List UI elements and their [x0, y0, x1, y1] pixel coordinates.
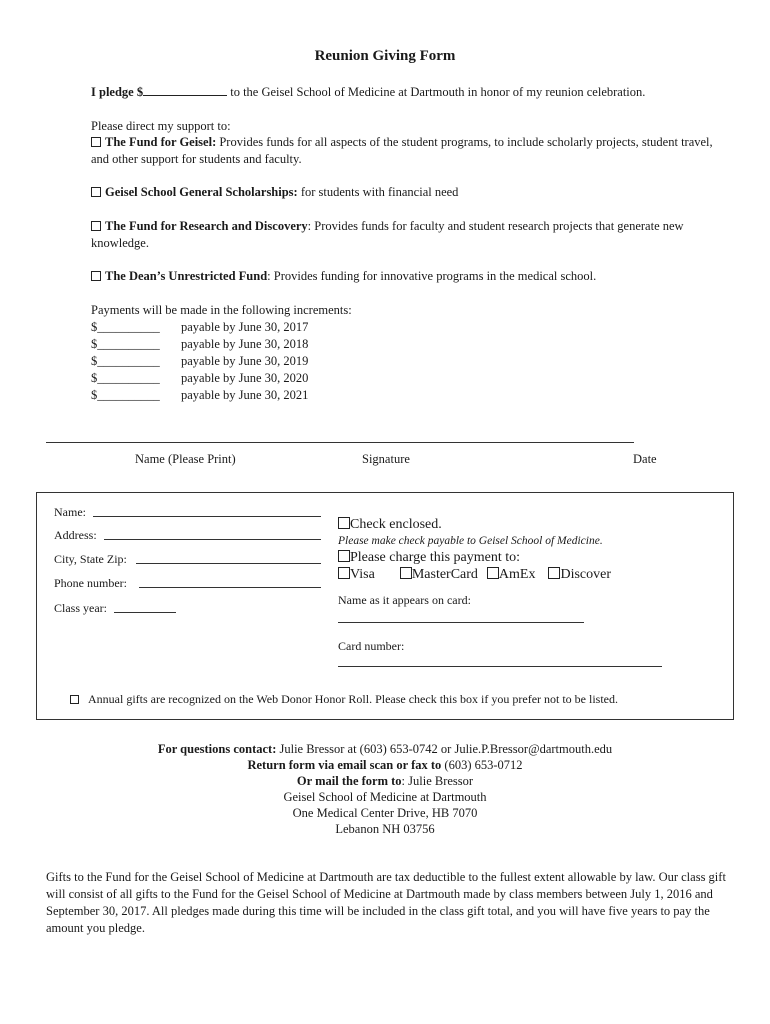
option-desc: : Provides funding for innovative programs in the medical school.: [267, 269, 597, 283]
charge-row: [338, 549, 520, 566]
check-note: Please make check payable to Geisel School of Medicine.: [338, 535, 603, 547]
payment-row: [91, 370, 308, 387]
address-field[interactable]: [104, 539, 321, 540]
option-research-discovery: [91, 218, 701, 252]
contact-phone-row: [54, 575, 127, 592]
sig-date-label: Date: [633, 452, 657, 466]
field-label: Phone number:: [54, 576, 127, 590]
card-number-field[interactable]: [338, 666, 662, 667]
pledge-amount-field[interactable]: [143, 85, 227, 96]
option-name: The Fund for Research and Discovery: [105, 219, 308, 233]
mail-address-line: One Medical Center Drive, HB 7070: [292, 806, 478, 820]
option-fund-for-geisel: [91, 134, 721, 168]
payment-label: payable by June 30, 2020: [181, 371, 309, 385]
fund-geisel-checkbox[interactable]: [91, 137, 101, 147]
discover-checkbox[interactable]: [548, 567, 560, 579]
sig-signature-label: Signature: [362, 452, 410, 466]
payments-label: Payments will be made in the following increments:: [91, 303, 352, 317]
phone-field[interactable]: [139, 587, 321, 588]
mail-form: [0, 773, 770, 790]
mail-address-line: Geisel School of Medicine at Dartmouth: [283, 790, 487, 804]
option-desc: : Provides funds for faculty and student research projects that generate new knowledge.: [91, 219, 684, 250]
mail-text: : Julie Bressor: [401, 774, 474, 788]
option-deans-fund: [91, 268, 596, 285]
card-discover-label: Discover: [560, 567, 612, 582]
card-amex-label: AmEx: [498, 567, 536, 582]
payment-amount-field[interactable]: $__________: [91, 354, 160, 368]
card-mastercard-label: MasterCard: [411, 567, 478, 582]
payment-row: [91, 336, 308, 353]
check-enclosed-checkbox[interactable]: [338, 517, 350, 529]
class-year-field[interactable]: [114, 612, 176, 613]
card-type-row: [338, 566, 611, 583]
contact-city-row: [54, 551, 127, 568]
payments-list: [91, 319, 308, 404]
direct-label: Please direct my support to:: [91, 119, 231, 133]
option-desc: Provides funds for all aspects of the student programs, to include scholarly projects, student travel, and other support for students and faculty.: [91, 135, 713, 166]
field-label: City, State Zip:: [54, 552, 127, 566]
mail-label: Or mail the form to: [296, 774, 402, 788]
questions-text: Julie Bressor at (603) 653-0742 or Julie.P.Bressor@dartmouth.edu: [276, 742, 613, 756]
option-name: The Fund for Geisel:: [105, 135, 217, 149]
deans-fund-checkbox[interactable]: [91, 271, 101, 281]
return-text: (603) 653-0712: [441, 758, 523, 772]
field-label: Name:: [54, 505, 86, 519]
contact-address-row: [54, 527, 97, 544]
card-visa-label: Visa: [350, 567, 375, 582]
option-name: Geisel School General Scholarships:: [105, 185, 298, 199]
charge-checkbox[interactable]: [338, 550, 350, 562]
option-desc: for students with financial need: [297, 185, 459, 199]
questions-contact: [0, 741, 770, 758]
field-label: Class year:: [54, 601, 107, 615]
contact-class-row: [54, 600, 107, 617]
field-label: Address:: [54, 528, 97, 542]
card-number-label: Card number:: [338, 639, 405, 653]
charge-label: Please charge this payment to:: [350, 550, 521, 565]
scholarships-checkbox[interactable]: [91, 187, 101, 197]
contact-name-row: [54, 504, 86, 521]
option-name: The Dean’s Unrestricted Fund: [105, 269, 268, 283]
payment-amount-field[interactable]: $__________: [91, 388, 160, 402]
signature-line[interactable]: [46, 442, 634, 443]
mastercard-checkbox[interactable]: [400, 567, 412, 579]
check-enclosed-label: Check enclosed.: [350, 517, 442, 532]
questions-label: For questions contact:: [157, 742, 277, 756]
payment-label: payable by June 30, 2019: [181, 354, 309, 368]
pledge-line: [91, 84, 645, 101]
mail-address-line: Lebanon NH 03756: [335, 822, 435, 836]
payment-row: [91, 387, 308, 404]
name-on-card-label: Name as it appears on card:: [338, 593, 471, 607]
return-form: [0, 757, 770, 774]
amex-checkbox[interactable]: [487, 567, 499, 579]
payment-row: [91, 319, 308, 336]
honor-roll-text: Annual gifts are recognized on the Web Donor Honor Roll. Please check this box if you prefer not to be listed.: [88, 692, 619, 706]
check-enclosed-row: [338, 516, 442, 533]
payment-amount-field[interactable]: $__________: [91, 320, 160, 334]
return-label: Return form via email scan or fax to: [247, 758, 442, 772]
form-title: Reunion Giving Form: [314, 48, 456, 64]
payment-label: payable by June 30, 2021: [181, 388, 309, 402]
honor-roll-checkbox[interactable]: [70, 695, 79, 704]
option-general-scholarships: [91, 184, 458, 201]
visa-checkbox[interactable]: [338, 567, 350, 579]
pledge-rest: to the Geisel School of Medicine at Dartmouth in honor of my reunion celebration.: [227, 85, 646, 99]
research-checkbox[interactable]: [91, 221, 101, 231]
city-state-zip-field[interactable]: [136, 563, 321, 564]
payment-label: payable by June 30, 2017: [181, 320, 309, 334]
payment-row: [91, 353, 308, 370]
payment-label: payable by June 30, 2018: [181, 337, 309, 351]
payment-amount-field[interactable]: $__________: [91, 371, 160, 385]
name-field[interactable]: [93, 516, 321, 517]
honor-roll-row: [70, 691, 618, 708]
tax-deductible-note: Gifts to the Fund for the Geisel School of Medicine at Dartmouth are tax deductible to the fullest extent allowable by law. Our class gift will consist of all gifts to the Fund for the Geisel School of Medicine at Dartmouth made by class members between July 1, 2016 and September 30, 2017. All pledges made during this time will be included in the class gift total, and you will have five years to pay the amount you pledge.: [46, 870, 726, 935]
payment-amount-field[interactable]: $__________: [91, 337, 160, 351]
pledge-lead: I pledge $: [91, 85, 144, 99]
name-on-card-field[interactable]: [338, 622, 584, 623]
sig-name-label: Name (Please Print): [135, 452, 236, 466]
